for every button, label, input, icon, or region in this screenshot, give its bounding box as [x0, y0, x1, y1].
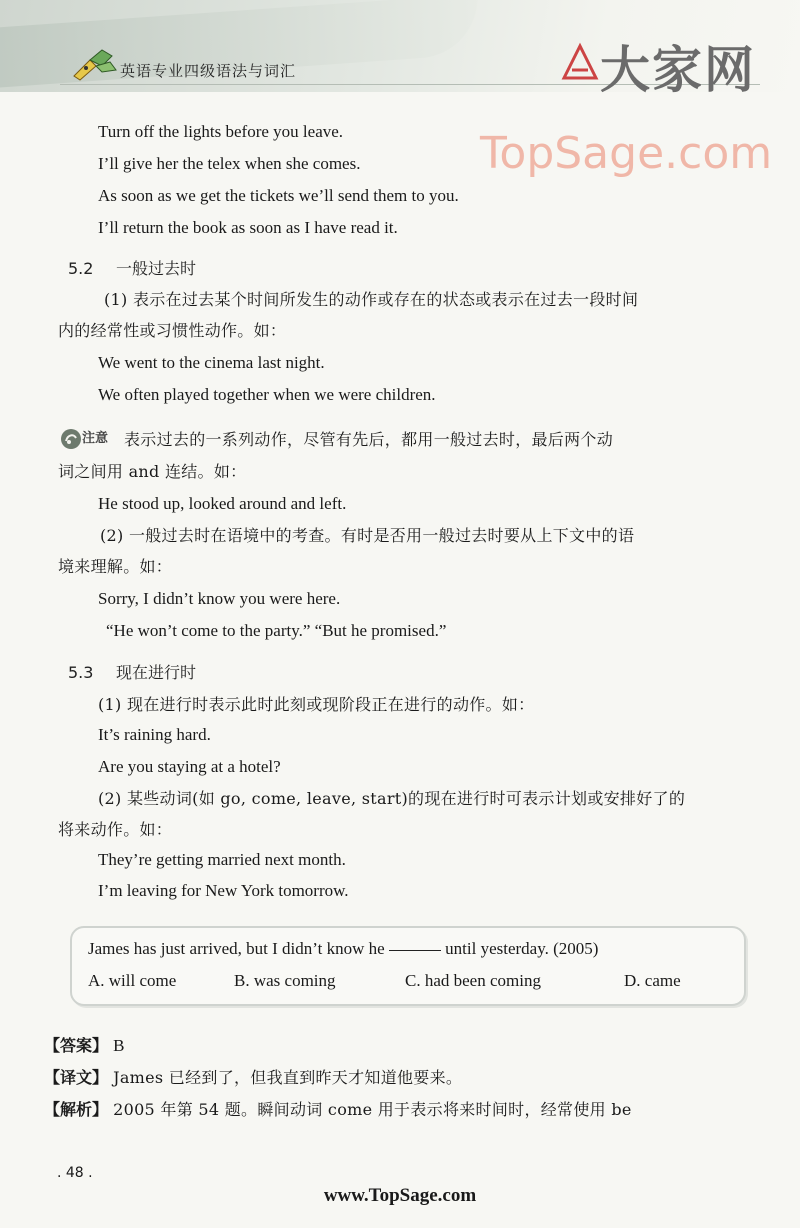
- answer-label: 【答案】: [44, 1036, 109, 1055]
- example-line: They’re getting married next month.: [98, 850, 346, 869]
- paragraph-line: 境来理解。如：: [58, 557, 173, 576]
- answer-value: B: [113, 1036, 125, 1055]
- winged-pencil-icon: [72, 48, 118, 82]
- example-line: I’ll return the book as soon as I have read it.: [98, 218, 398, 237]
- section-heading-5-2: [68, 259, 196, 279]
- example-line: Are you staying at a hotel?: [98, 757, 281, 776]
- example-line: We often played together when we were children.: [98, 385, 436, 404]
- example-line: It’s raining hard.: [98, 725, 211, 744]
- example-line: I’ll give her the telex when she comes.: [98, 154, 361, 173]
- paragraph-line: (2) 一般过去时在语境中的考查。有时是否用一般过去时要从上下文中的语: [100, 526, 635, 545]
- answer-blank: [389, 949, 441, 951]
- note-line: 表示过去的一系列动作，尽管有先后，都用一般过去时，最后两个动: [124, 430, 614, 449]
- translation-row: [44, 1068, 462, 1088]
- example-line: I’m leaving for New York tomorrow.: [98, 881, 349, 900]
- paragraph-line: (1) 现在进行时表示此时此刻或现阶段正在进行的动作。如：: [98, 695, 535, 714]
- section-number: 5.3: [68, 663, 94, 682]
- book-title: 英语专业四级语法与词汇: [120, 62, 297, 80]
- answer-row: [44, 1036, 124, 1056]
- option-a: A. will come: [88, 971, 177, 990]
- footer-url[interactable]: www.TopSage.com: [323, 1185, 477, 1206]
- example-line: Sorry, I didn’t know you were here.: [98, 589, 341, 608]
- note-label: 注意: [82, 431, 109, 446]
- watermark-english: TopSage.com: [480, 128, 773, 179]
- analysis-value: 2005 年第 54 题。瞬间动词 come 用于表示将来时间时，经常使用 be: [113, 1100, 632, 1119]
- example-line: He stood up, looked around and left.: [98, 494, 347, 513]
- topsage-logo-icon: [560, 42, 600, 82]
- section-title: 一般过去时: [116, 259, 197, 278]
- option-b: B. was coming: [234, 971, 336, 990]
- analysis-row: [44, 1100, 632, 1120]
- option-c: C. had been coming: [405, 971, 541, 990]
- question-text-before: James has just arrived, but I didn’t know he: [88, 939, 385, 958]
- example-line: We went to the cinema last night.: [98, 353, 325, 372]
- section-number: 5.2: [68, 259, 94, 278]
- paragraph-line: (2) 某些动词(如 go, come, leave, start)的现在进行时可表示计划或安排好了的: [98, 789, 686, 808]
- paragraph-line: (1) 表示在过去某个时间所发生的动作或存在的状态或表示在过去一段时间: [104, 290, 639, 309]
- paragraph-line: 将来动作。如：: [58, 820, 173, 839]
- page-number: . 48 .: [57, 1165, 93, 1181]
- section-title: 现在进行时: [116, 663, 197, 682]
- exercise-box: [70, 926, 746, 1006]
- question-text-after: until yesterday. (2005): [445, 939, 599, 958]
- translation-label: 【译文】: [44, 1068, 109, 1087]
- watermark-chinese: 大家网: [600, 40, 756, 99]
- example-line: As soon as we get the tickets we’ll send them to you.: [98, 186, 459, 205]
- exercise-question: [88, 939, 598, 959]
- example-line: “He won’t come to the party.” “But he promised.”: [106, 621, 447, 640]
- example-line: Turn off the lights before you leave.: [98, 122, 344, 141]
- note-line: 词之间用 and 连结。如：: [58, 462, 247, 481]
- analysis-label: 【解析】: [44, 1100, 109, 1119]
- translation-value: James 已经到了，但我直到昨天才知道他要来。: [113, 1068, 463, 1087]
- section-heading-5-3: [68, 663, 196, 683]
- option-d: D. came: [624, 971, 681, 990]
- paragraph-line: 内的经常性或习惯性动作。如：: [58, 321, 287, 340]
